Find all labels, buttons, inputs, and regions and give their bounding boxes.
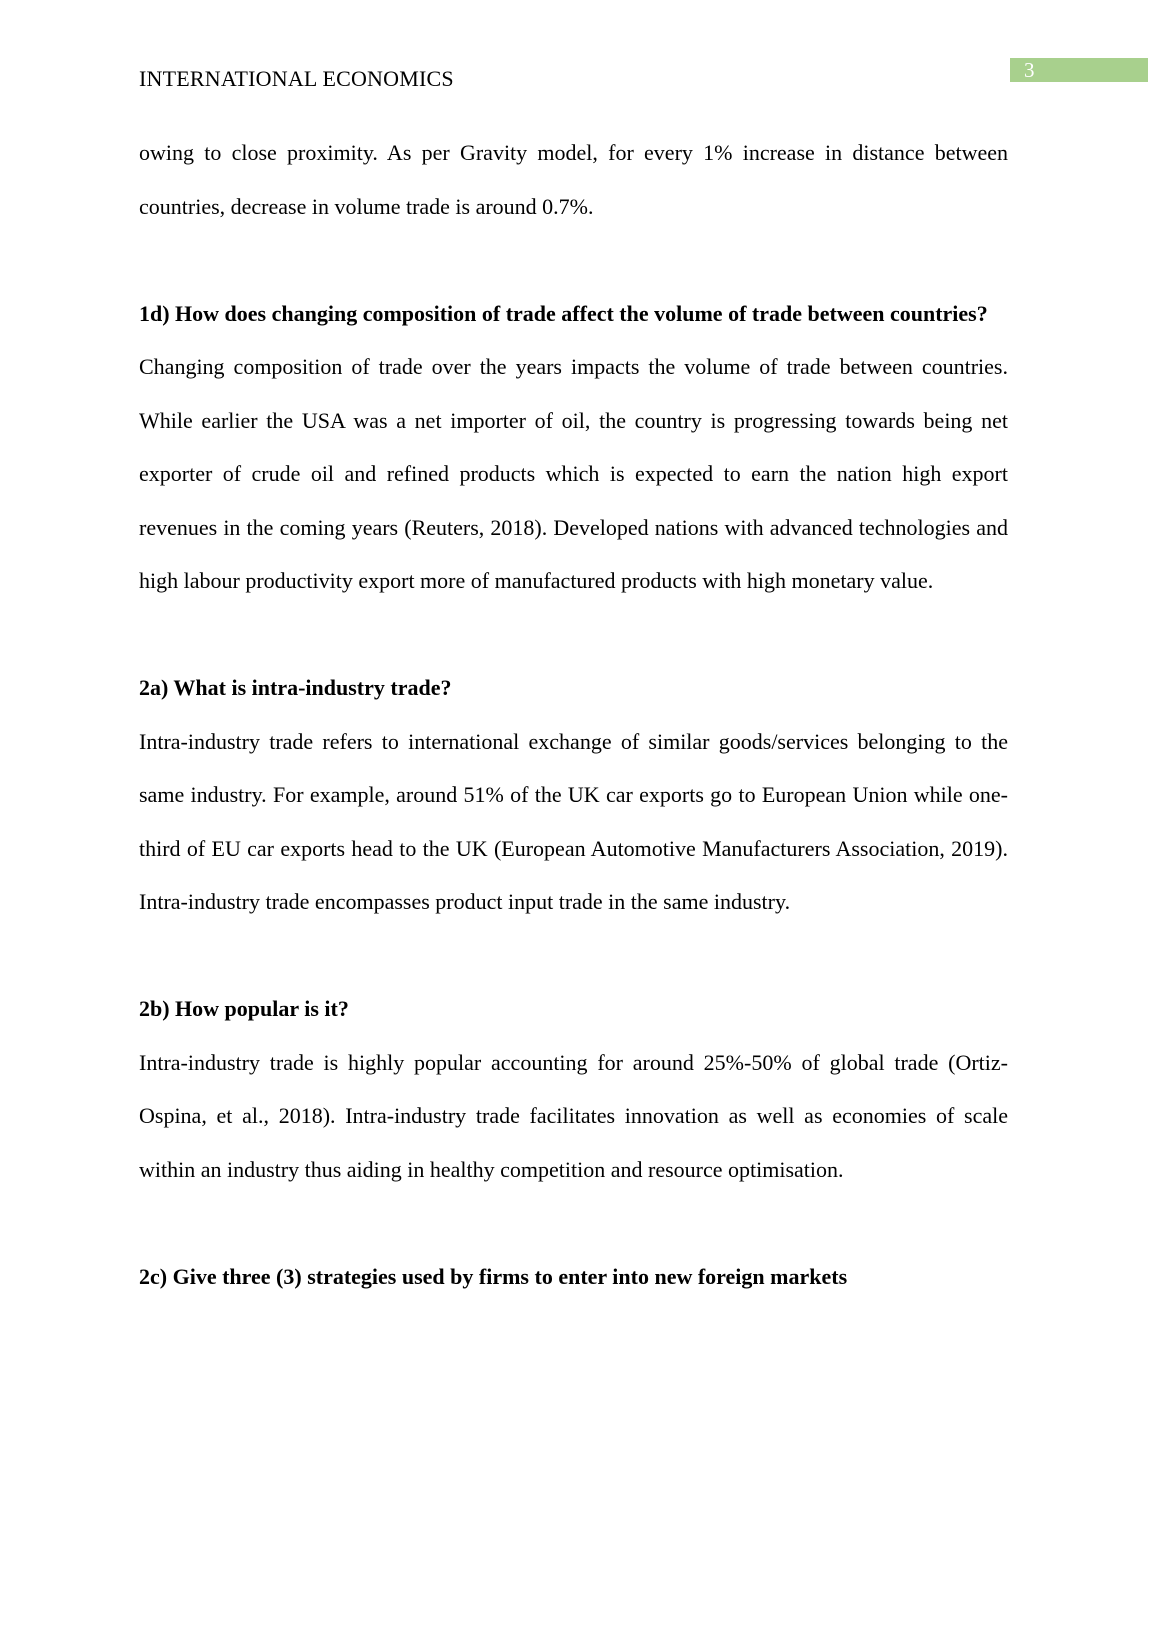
spacer xyxy=(139,608,1008,662)
question-2a-answer: Intra-industry trade refers to international exchange of similar goods/services belonging to the same industry. For example, around 51% of the UK car exports go to European Union while one-third of EU car exports head to the UK (European Automotive Manufacturers Association, 2019). Intra-industry trade encompasses product input trade in the same industry. xyxy=(139,728,1008,914)
page-number-badge xyxy=(1010,58,1148,82)
spacer xyxy=(139,1196,1008,1250)
spacer xyxy=(139,929,1008,983)
question-1d-heading: 1d) How does changing composition of trade affect the volume of trade between countries? xyxy=(139,300,988,326)
running-header: INTERNATIONAL ECONOMICS xyxy=(139,66,454,91)
intro-paragraph: owing to close proximity. As per Gravity model, for every 1% increase in distance between countries, decrease in volume trade is around 0.7%. xyxy=(139,140,1008,219)
spacer xyxy=(139,233,1008,287)
question-2b-answer: Intra-industry trade is highly popular accounting for around 25%-50% of global trade (Ortiz-Ospina, et al., 2018). Intra-industry trade facilitates innovation as well as economies of scale within an industry thus aiding in healthy competition and resource optimisation. xyxy=(139,1049,1008,1182)
question-2b-heading: 2b) How popular is it? xyxy=(139,996,349,1021)
document-body xyxy=(139,126,1008,1303)
question-2c-heading: 2c) Give three (3) strategies used by firms to enter into new foreign markets xyxy=(139,1263,848,1289)
question-1d-answer: Changing composition of trade over the years impacts the volume of trade between countries. While earlier the USA was a net importer of oil, the country is progressing towards being net exporter of crude oil and refined products which is expected to earn the nation high export revenues in the coming years (Reuters, 2018). Developed nations with advanced technologies and high labour productivity export more of manufactured products with high monetary value. xyxy=(139,354,1008,593)
question-2a-heading: 2a) What is intra-industry trade? xyxy=(139,675,452,700)
page-number: 3 xyxy=(1024,58,1035,82)
